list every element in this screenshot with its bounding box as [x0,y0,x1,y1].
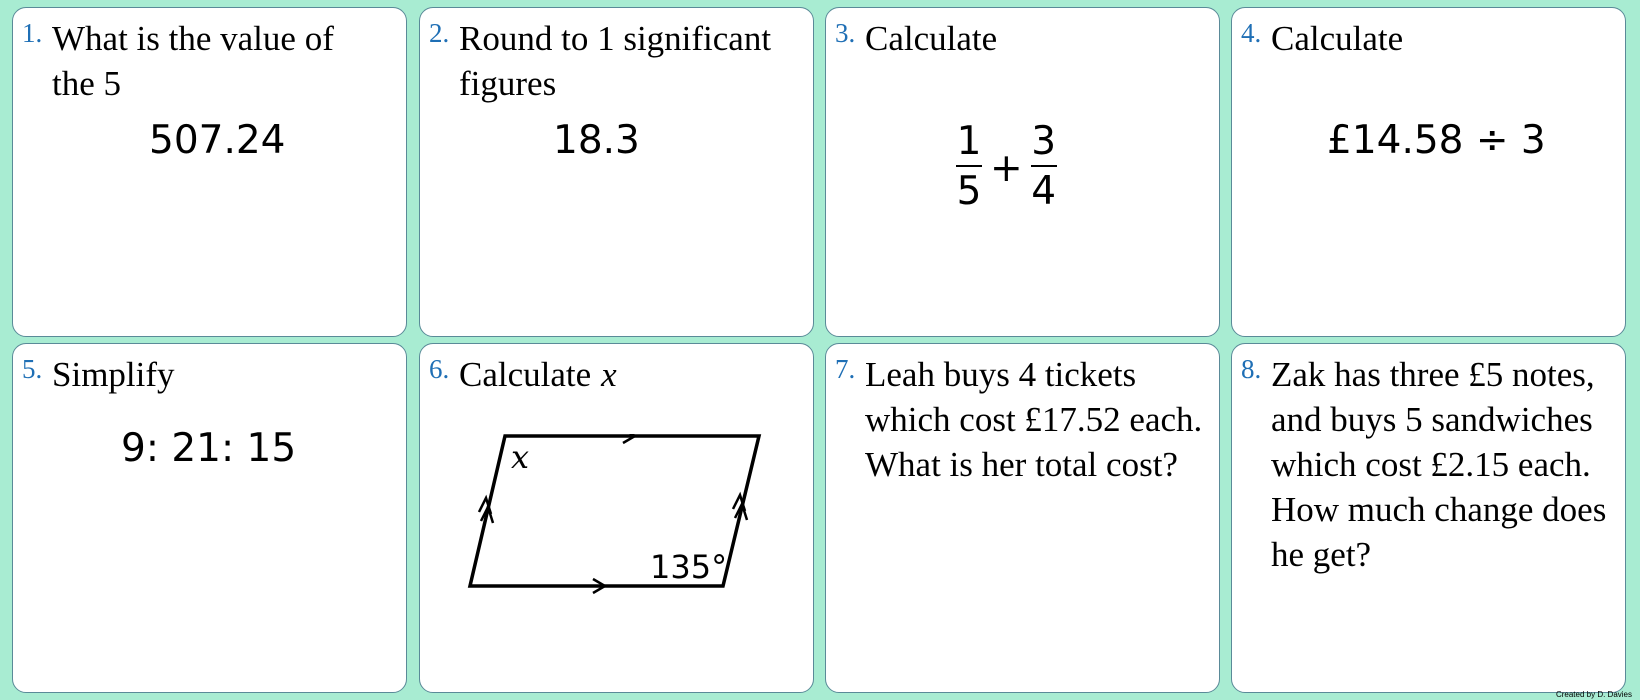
question-number: 4. [1241,18,1262,48]
fraction-expression [956,120,1057,214]
question-prompt: Round to 1 significant figures [459,19,772,103]
question-number: 2. [429,18,450,48]
question-prompt: Zak has three £5 notes, and buys 5 sandwiches which cost £2.15 each. How much change does he get? [1271,355,1607,574]
question-number: 7. [835,354,856,384]
question-number: 5. [22,354,43,384]
question-prompt: What is the value of the 5 [52,19,334,103]
question-card-7 [825,343,1220,693]
author-credit: Created by D. Davies [1555,690,1632,699]
question-expression: £14.58 ÷ 3 [1327,118,1546,163]
angle-label-135: 135° [650,548,728,586]
prompt-text: Calculate [459,355,592,394]
fraction-three-quarters [1031,120,1057,214]
denominator: 4 [1031,169,1057,214]
question-card-6 [419,343,814,693]
question-card-1 [12,7,407,337]
question-number: 3. [835,18,856,48]
fraction-bar [1031,165,1057,167]
angle-label-x: x [511,438,530,476]
question-prompt: Calculate [865,19,998,58]
question-card-3 [825,7,1220,337]
question-prompt: Calculate [1271,19,1404,58]
question-number: 8. [1241,354,1262,384]
parallelogram-diagram [465,434,775,674]
numerator: 3 [1031,119,1057,164]
question-expression: 507.24 [149,118,286,163]
question-number: 6. [429,354,450,384]
question-expression: 18.3 [553,118,640,163]
question-prompt [459,352,809,397]
numerator: 1 [956,119,982,164]
question-number: 1. [22,18,43,48]
fraction-bar [956,165,982,167]
question-prompt: Leah buys 4 tickets which cost £17.52 each. What is her total cost? [865,355,1203,484]
plus-operator: + [990,145,1023,191]
question-card-2 [419,7,814,337]
question-card-8 [1231,343,1626,693]
question-prompt: Simplify [52,355,175,394]
denominator: 5 [956,169,982,214]
question-card-4 [1231,7,1626,337]
fraction-one-fifth [956,120,982,214]
variable-x: x [601,355,617,394]
question-expression: 9: 21: 15 [121,426,297,471]
question-card-5 [12,343,407,693]
